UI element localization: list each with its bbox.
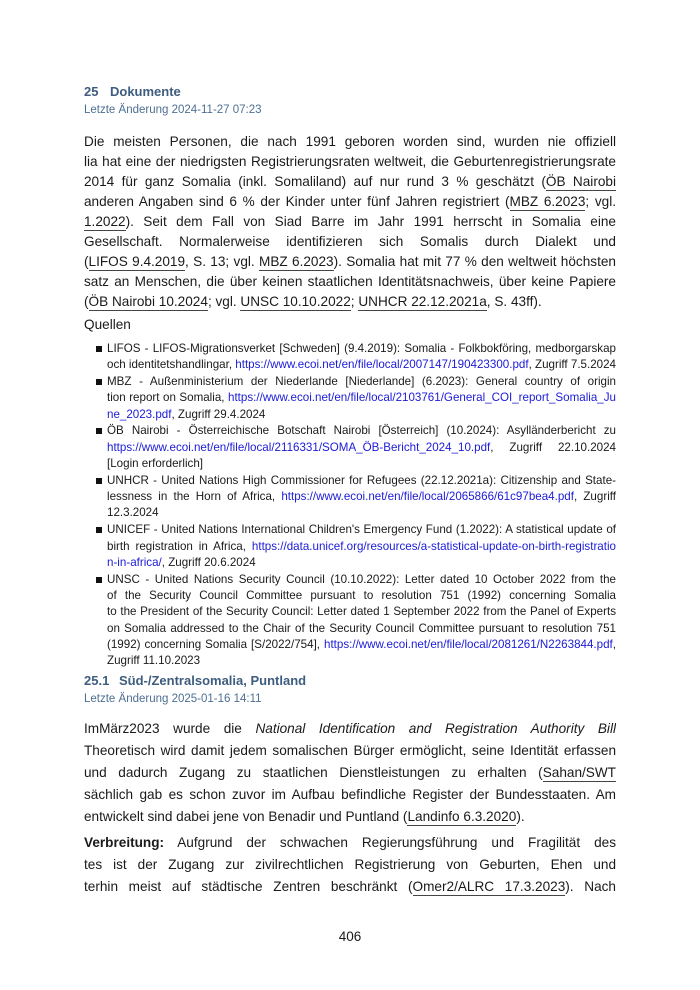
text-line: [84, 718, 616, 740]
text-segment: terhin meist auf städtische Zentren beschränkt (: [84, 879, 413, 894]
bullet-icon: [96, 428, 102, 434]
citation-link[interactable]: ÖB Nairobi: [84, 174, 616, 192]
text-line: [84, 132, 616, 152]
text-line: [84, 212, 616, 232]
text-segment: lia hat eine der niedrigsten Registrierungsraten weltweit, die Geburtenregistrierungsrate: [84, 154, 616, 169]
text-segment: Theoretisch wird damit jedem somalischen Bürger ermöglicht, seine Identität erfassen: [84, 743, 616, 758]
section-heading: [84, 84, 181, 99]
text-line: [84, 272, 616, 292]
subsection-number: 25.1: [84, 673, 110, 688]
text-segment: och identitetshandlingar,: [107, 358, 236, 372]
text-segment: Gesellschaft. Normalerweise identifizieren sich Somalis durch Dialekt und: [84, 234, 616, 249]
text-segment: ). Somalia hat mit 77 % den weltweit höchsten: [333, 254, 616, 269]
text-segment: to the President of the Security Council: Letter dated 1 September 2022 from the Panel of Experts: [107, 605, 616, 619]
bullet-icon: [96, 379, 102, 385]
citation-link[interactable]: ÖB Nairobi 10.2024: [88, 294, 208, 309]
text-segment: , Zugriff 29.4.2024: [171, 407, 266, 421]
text-segment: 2014 für ganz Somalia (inkl. Somaliland) auf nur rund 3 % geschätzt (: [84, 174, 546, 189]
text-segment: ,: [612, 637, 616, 651]
text-line: [84, 740, 616, 762]
text-line: [84, 806, 616, 828]
text-segment: (: [84, 254, 89, 269]
text-segment: tion report on Somalia,: [107, 391, 229, 405]
text-segment: ; vgl.: [585, 194, 616, 209]
text-segment: 12.3.2024: [107, 506, 159, 520]
bullet-icon: [96, 346, 102, 352]
text-segment: National Identification and Registration Authority Bill: [255, 721, 616, 736]
text-line: [84, 172, 616, 192]
text-segment: UNSC - United Nations Security Council (10.10.2022): Letter dated 10 October 2022 from the: [107, 572, 616, 586]
text-line: [84, 152, 616, 172]
citation-link[interactable]: MBZ 6.2023: [259, 254, 334, 269]
text-line: [84, 832, 616, 854]
page-number: 406: [338, 929, 362, 944]
text-line: [107, 341, 616, 357]
text-segment: ImMärz2023 wurde die: [84, 721, 256, 736]
text-segment: anderen Angaben sind 6 % der Kinder unter fünf Jahren registriert (: [84, 194, 510, 209]
text-line: [107, 604, 616, 620]
source-link[interactable]: https://www.ecoi.net/en/file/local/2081261/N2263844.pdf: [324, 637, 613, 651]
bold-label: Verbreitung:: [84, 835, 165, 850]
citation-link[interactable]: Omer2/ALRC 17.3.2023: [412, 879, 566, 894]
text-line: [84, 876, 616, 898]
source-item: [96, 374, 616, 423]
text-segment: ).: [516, 809, 525, 824]
text-line: [107, 522, 616, 538]
text-segment: , Zugriff 7.5.2024: [528, 358, 616, 372]
citation-link[interactable]: LIFOS 9.4.2019: [88, 254, 186, 269]
intro-paragraph: [84, 132, 616, 312]
text-line: [84, 762, 616, 784]
text-line: [107, 555, 616, 571]
text-line: [107, 588, 616, 604]
source-link[interactable]: https://www.ecoi.net/en/file/local/2007147/190423300.pdf: [235, 358, 529, 372]
text-segment: LIFOS - LIFOS-Migrationsverket [Schweden] (9.4.2019): Somalia - Folkbokföring, medborgarskap: [107, 342, 616, 355]
text-line: [107, 440, 616, 456]
subsection-title: Süd-/Zentralsomalia, Puntland: [119, 673, 307, 688]
text-segment: on Somalia addressed to the Chair of the Security Council Committee pursuant to resolution 751: [107, 621, 616, 635]
text-line: [107, 572, 616, 588]
text-line: [107, 653, 616, 669]
source-item: [96, 341, 616, 374]
text-line: [84, 232, 616, 252]
bullet-icon: [96, 527, 102, 533]
citation-link[interactable]: UNHCR 22.12.2021a: [358, 294, 487, 309]
text-segment: UNHCR - United Nations High Commissioner for Refugees (22.12.2021a): Citizenship and State-: [107, 473, 616, 487]
text-segment: (: [84, 294, 89, 309]
text-segment: (1992) concerning Somalia [S/2022/754],: [107, 637, 324, 651]
citation-link[interactable]: Landinfo 6.3.2020: [407, 809, 517, 824]
text-line: [107, 539, 616, 555]
text-line: [107, 390, 616, 406]
text-line: [107, 357, 616, 373]
text-line: [84, 192, 616, 212]
text-segment: , S. 43ff).: [486, 294, 542, 309]
text-line: [84, 854, 616, 876]
text-segment: und dadurch Zugang zu staatlichen Dienstleistungen zu erhalten (: [84, 765, 543, 780]
source-link[interactable]: https://www.ecoi.net/en/file/local/2116331/SOMA_ÖB-Bericht_2024_10.pdf: [107, 440, 491, 454]
text-segment: ÖB Nairobi - Österreichische Botschaft Nairobi [Österreich] (10.2024): Asylländerbericht zu: [107, 424, 616, 438]
text-segment: ). Seit dem Fall von Siad Barre im Jahr 1991 herrscht in Somalia eine: [125, 214, 616, 229]
source-link[interactable]: https://www.ecoi.net/en/file/local/2065866/61c97bea4.pdf: [281, 490, 574, 504]
text-segment: ). Nach: [565, 879, 616, 894]
section-title: Dokumente: [110, 84, 181, 99]
citation-link[interactable]: MBZ 6.2023: [509, 194, 586, 209]
text-segment: satz an Menschen, die über keinen staatlichen Identitätsnachweis, über keine Papiere: [84, 274, 616, 289]
section-last-change: Letzte Änderung 2024-11-27 07:23: [84, 104, 262, 116]
text-segment: Die meisten Personen, die nach 1991 geboren worden sind, wurden nie offiziell: [84, 134, 616, 149]
sources-list: [96, 341, 616, 670]
source-item: [96, 522, 616, 571]
text-line: [107, 505, 616, 521]
text-line: [107, 456, 616, 472]
text-line: [84, 784, 616, 806]
text-segment: ; vgl.: [207, 294, 241, 309]
text-segment: sächlich gab es schon zuvor im Aufbau befindliche Register der Bundesstaaten. Am: [84, 787, 616, 802]
text-segment: Aufgrund der schwachen Regierungsführung und Fragilität des: [177, 835, 616, 850]
text-line: [107, 489, 616, 505]
source-link[interactable]: ne_2023.pdf: [107, 407, 172, 421]
text-segment: , Zugriff 22.10.2024: [490, 440, 616, 454]
text-segment: lessness in the Horn of Africa,: [107, 490, 282, 504]
citation-link[interactable]: UNSC 10.10.2022: [240, 294, 351, 309]
text-segment: MBZ - Außenministerium der Niederlande [Niederlande] (6.2023): General country of origin: [107, 375, 616, 389]
source-item: [96, 572, 616, 670]
citation-link[interactable]: 1.2022: [84, 214, 126, 229]
text-segment: tes ist der Zugang zur zivilrechtlichen Registrierung von Geburten, Ehen und: [84, 857, 616, 872]
text-line: [107, 621, 616, 637]
section-number: 25: [84, 84, 99, 99]
text-line: [107, 374, 616, 390]
text-segment: UNICEF - United Nations International Children's Emergency Fund (1.2022): A statistical update of: [107, 523, 616, 537]
text-segment: , S. 13; vgl.: [185, 254, 259, 269]
text-line: [107, 473, 616, 489]
paragraph-verbreitung: [84, 832, 616, 898]
subsection-heading: [84, 673, 306, 688]
citation-link[interactable]: Sahan/SWT: [84, 765, 616, 784]
text-line: [107, 407, 616, 423]
text-segment: of the Security Council Committee pursuant to resolution 751 (1992) concerning Somalia: [107, 588, 616, 602]
text-line: [84, 292, 616, 312]
text-segment: , Zugriff: [573, 490, 616, 504]
text-line: [107, 423, 616, 439]
text-segment: Zugriff 11.10.2023: [107, 654, 201, 668]
text-segment: [Login erforderlich]: [107, 457, 204, 471]
text-line: [84, 252, 616, 272]
text-segment: , Zugriff 20.6.2024: [161, 555, 256, 569]
source-item: [96, 423, 616, 472]
paragraph-registration-authority: [84, 718, 616, 828]
text-segment: ;: [350, 294, 359, 309]
source-link[interactable]: https://data.unicef.org/resources/a-statistical-update-on-birth-registratio: [251, 539, 616, 553]
text-segment: entwickelt sind dabei jene von Benadir und Puntland (: [84, 809, 408, 824]
source-link[interactable]: https://www.ecoi.net/en/file/local/2103761/General_COI_report_Somalia_Ju: [228, 391, 616, 405]
sources-label: Quellen: [84, 317, 131, 332]
text-line: [107, 637, 616, 653]
subsection-last-change: Letzte Änderung 2025-01-16 14:11: [84, 693, 262, 705]
bullet-icon: [96, 577, 102, 583]
bullet-icon: [96, 478, 102, 484]
source-link[interactable]: n-in-africa/: [107, 555, 162, 569]
text-segment: birth registration in Africa,: [107, 539, 252, 553]
source-item: [96, 473, 616, 522]
